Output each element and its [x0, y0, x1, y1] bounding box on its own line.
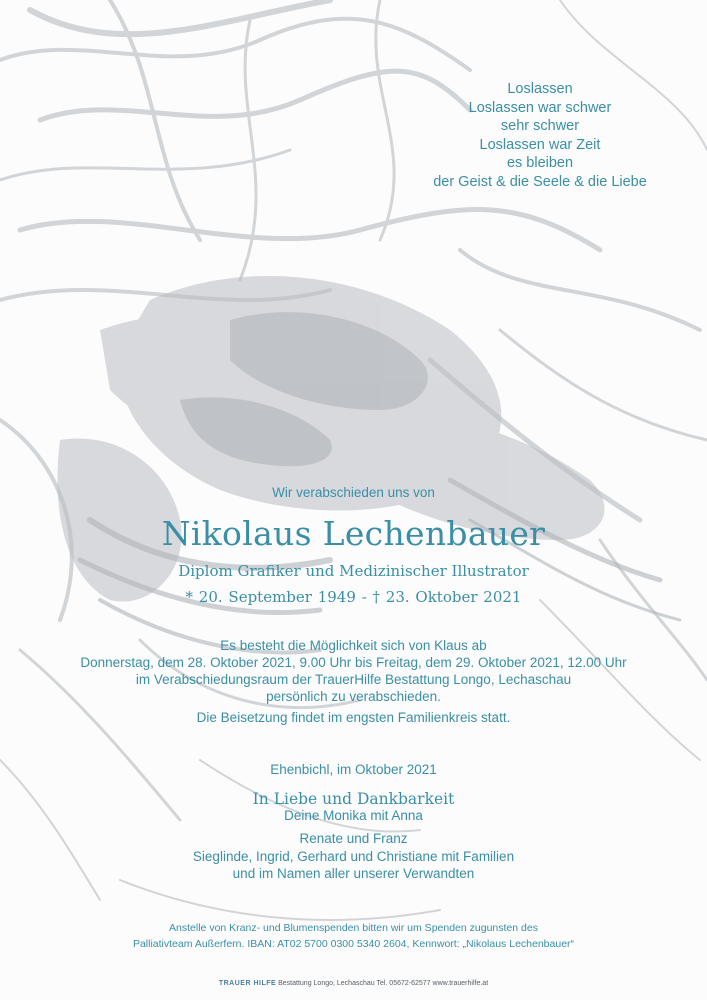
poem-line: der Geist & die Seele & die Liebe [433, 173, 647, 190]
viewing-line: Donnerstag, dem 28. Oktober 2021, 9.00 Uhr bis Freitag, dem 29. Oktober 2021, 12.00 Uhr [80, 655, 627, 670]
poem-line: Loslassen war Zeit [479, 136, 601, 153]
poem [400, 80, 680, 191]
deceased-name: Nikolaus Lechenbauer [161, 514, 546, 553]
poem-line: es bleiben [506, 155, 574, 171]
poem-line: Loslassen [507, 81, 573, 97]
relatives-line: Renate und Franz [299, 831, 408, 846]
closing-signature: Deine Monika mit Anna [284, 808, 423, 823]
relatives-line: Sieglinde, Ingrid, Gerhard und Christiane mit Familien [192, 848, 515, 864]
viewing-line: persönlich zu verabschieden. [266, 689, 441, 704]
poem-line: sehr schwer [500, 118, 580, 134]
viewing-line: Es besteht die Möglichkeit sich von Klaus ab [220, 638, 487, 653]
life-dates [0, 588, 707, 606]
death-date: - † 23. Oktober 2021 [361, 588, 522, 606]
poem-line: Loslassen war schwer [468, 99, 612, 116]
deceased-profession: Diplom Grafiker und Medizinischer Illustrator [178, 562, 529, 580]
viewing-notice [0, 637, 707, 705]
farewell-intro: Wir verabschieden uns von [272, 485, 435, 500]
place-and-date: Ehenbichl, im Oktober 2021 [270, 762, 437, 777]
funeral-home-brand: TRAUER HILFE [218, 980, 277, 987]
funeral-home-contact: Bestattung Longo, Lechaschau Tel. 05672-62577 www.trauerhilfe.at [278, 980, 489, 987]
birth-date: * 20. September 1949 [185, 588, 356, 606]
funeral-home-footer [0, 980, 707, 987]
relatives-line: und im Namen aller unserer Verwandten [232, 866, 475, 881]
relatives-list [0, 830, 707, 883]
donation-request [0, 920, 707, 952]
burial-notice: Die Beisetzung findet im engsten Familienkreis statt. [196, 710, 511, 725]
viewing-line: im Verabschiedungsraum der TrauerHilfe Bestattung Longo, Lechaschau [135, 672, 572, 687]
donation-line: Palliativteam Außerfern. IBAN: AT02 5700 0300 5340 2604, Kennwort: „Nikolaus Lechenbauer“ [132, 938, 575, 950]
donation-line: Anstelle von Kranz- und Blumenspenden bitten wir um Spenden zugunsten des [169, 922, 538, 934]
closing-title: In Liebe und Dankbarkeit [252, 790, 455, 808]
